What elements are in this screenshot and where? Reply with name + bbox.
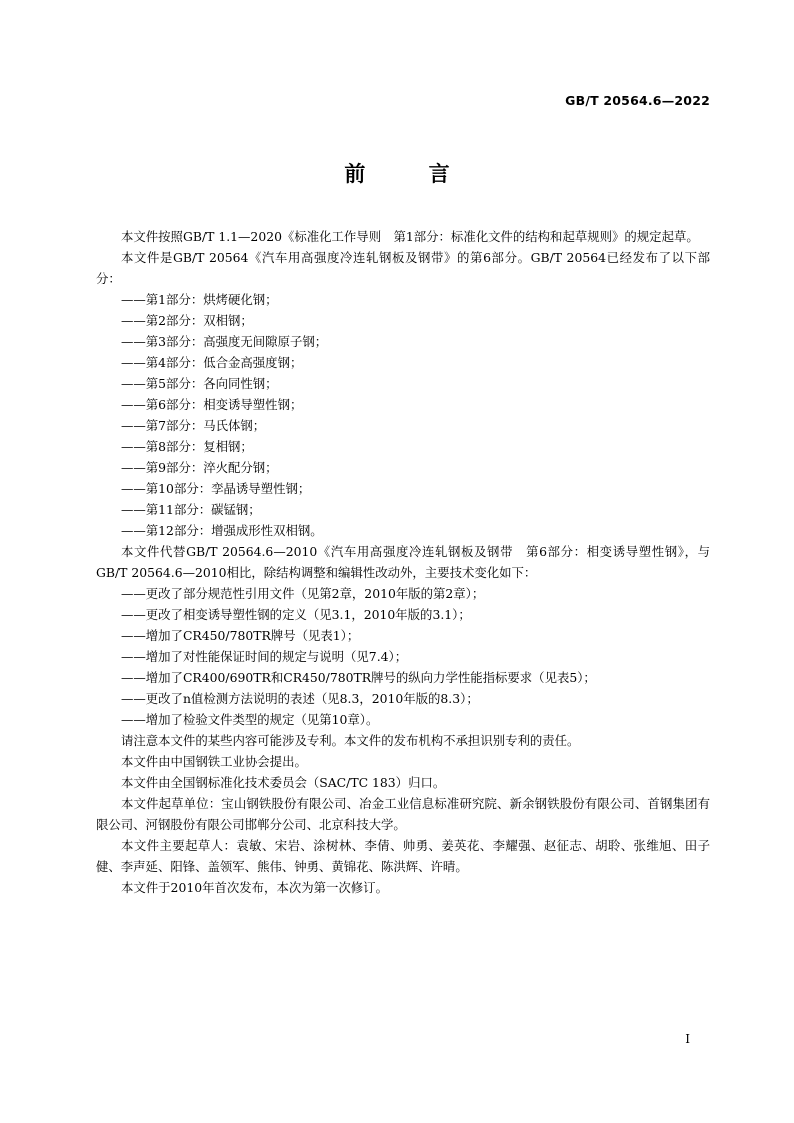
list-item-change: ——更改了相变诱导塑性钢的定义（见3.1，2010年版的3.1）； [121,607,471,622]
paragraph-history: 本文件于2010年首次发布，本次为第一次修订。 [121,880,388,895]
standard-number: GB/T 20564.6—2022 [565,93,710,108]
page-number: I [685,1032,690,1046]
paragraph-series-intro: 本文件是GB/T 20564《汽车用高强度冷连轧钢板及钢带》的第6部分。GB/T 20564已经发布了以下部分： [96,250,710,286]
list-item-part: ——第9部分：淬火配分钢； [121,460,278,475]
foreword-body [96,226,710,898]
paragraph-replacement: 本文件代替GB/T 20564.6—2010《汽车用高强度冷连轧钢板及钢带 第6部分：相变诱导塑性钢》，与GB/T 20564.6—2010相比，除结构调整和编辑性改动外，主要技术变化如下： [96,544,710,580]
paragraph-drafting-units: 本文件起草单位：宝山钢铁股份有限公司、冶金工业信息标准研究院、新余钢铁股份有限公司、首钢集团有限公司、河钢股份有限公司邯郸分公司、北京科技大学。 [96,796,710,832]
paragraph-committee: 本文件由全国钢标准化技术委员会（SAC/TC 183）归口。 [121,775,446,790]
list-item-change: ——增加了CR400/690TR和CR450/780TR牌号的纵向力学性能指标要求（见表5）； [121,670,596,685]
list-item-part: ——第11部分：碳锰钢； [121,502,261,517]
paragraph-patent-notice: 请注意本文件的某些内容可能涉及专利。本文件的发布机构不承担识别专利的责任。 [121,733,580,748]
list-item-part: ——第6部分：相变诱导塑性钢； [121,397,303,412]
list-item-change: ——更改了部分规范性引用文件（见第2章，2010年版的第2章）； [121,586,485,601]
page-title: 前 言 [344,162,478,186]
list-item-part: ——第1部分：烘烤硬化钢； [121,292,278,307]
list-item-change: ——增加了检验文件类型的规定（见第10章）。 [121,712,379,727]
paragraph-drafters: 本文件主要起草人：袁敏、宋岩、涂树林、李倩、帅勇、姜英花、李耀强、赵征志、胡聆、张维旭、田子健、李声延、阳锋、盖领军、熊伟、钟勇、黄锦花、陈洪辉、许晴。 [96,838,710,874]
list-item-part: ——第4部分：低合金高强度钢； [121,355,303,370]
list-item-part: ——第3部分：高强度无间隙原子钢； [121,334,328,349]
list-item-change: ——更改了n值检测方法说明的表述（见8.3，2010年版的8.3）； [121,691,479,706]
list-item-part: ——第5部分：各向同性钢； [121,376,278,391]
list-item-part: ——第2部分：双相钢； [121,313,253,328]
list-item-change: ——增加了对性能保证时间的规定与说明（见7.4）； [121,649,408,664]
list-item-part: ——第8部分：复相钢； [121,439,253,454]
paragraph-drafting-rules: 本文件按照GB/T 1.1—2020《标准化工作导则 第1部分：标准化文件的结构和起草规则》的规定起草。 [121,229,699,244]
list-item-part: ——第12部分：增强成形性双相钢。 [121,523,323,538]
list-item-part: ——第10部分：孪晶诱导塑性钢； [121,481,311,496]
list-item-part: ——第7部分：马氏体钢； [121,418,266,433]
list-item-change: ——增加了CR450/780TR牌号（见表1）； [121,628,360,643]
paragraph-proposer: 本文件由中国钢铁工业协会提出。 [121,754,307,769]
